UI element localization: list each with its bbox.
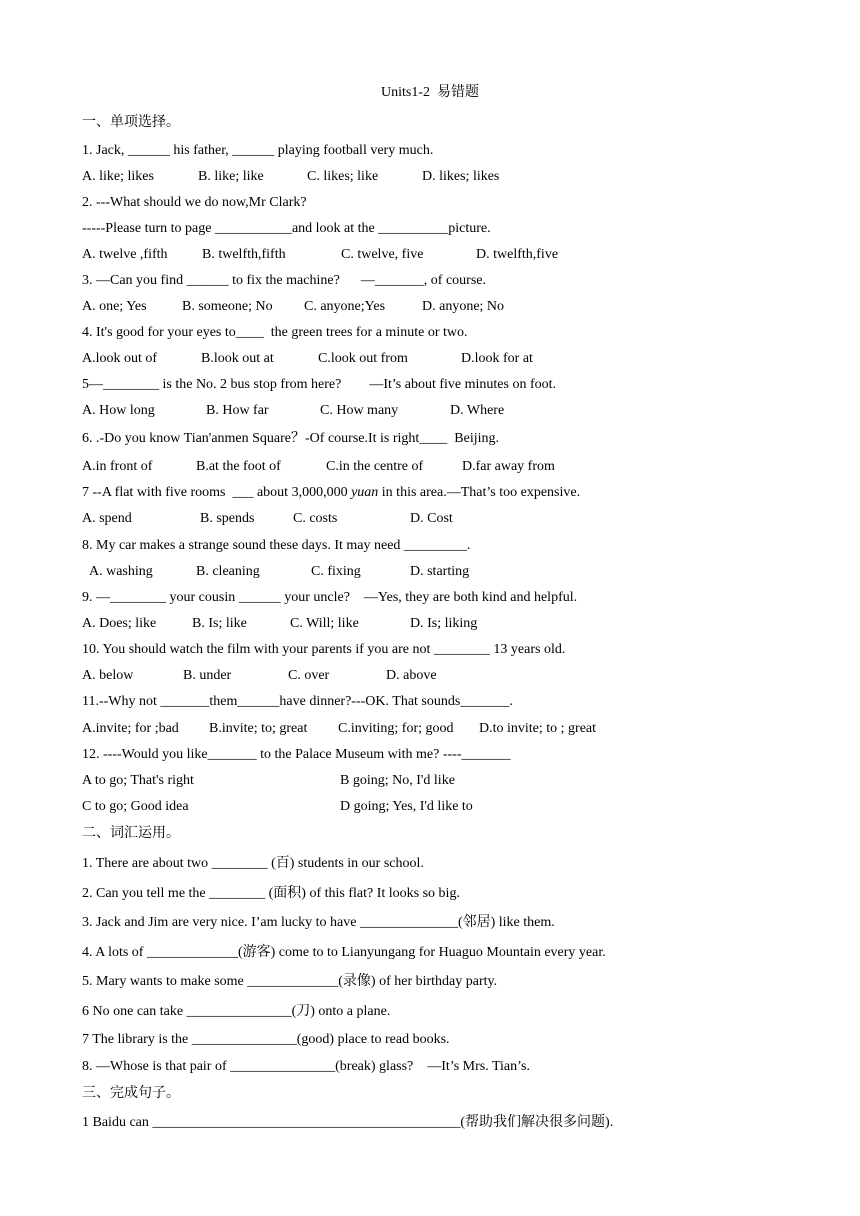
vocab-item: 8. —Whose is that pair of _______________(break) glass? —It’s Mrs. Tian’s.	[82, 1059, 530, 1074]
section-heading-1: 一、单项选择。	[82, 115, 180, 130]
option-d: D.to invite; to ; great	[479, 721, 597, 736]
question-stem: 8. My car makes a strange sound these days. It may need _________.	[82, 538, 471, 553]
vocab-item: 7 The library is the _______________(good) place to read books.	[82, 1032, 450, 1047]
option-d: D. twelfth,five	[476, 247, 559, 262]
option-d: D. Where	[450, 403, 505, 418]
question-stem: 6. .-Do you know Tian'anmen Square？-Of course.It is right____ Beijing.	[82, 431, 500, 446]
option-a: A. below	[82, 668, 134, 683]
option-d: D.look for at	[461, 351, 533, 366]
option-c: C to go; Good idea	[82, 799, 189, 814]
option-c: C.in the centre of	[326, 459, 424, 474]
vocab-item: 5. Mary wants to make some _____________(录像) of her birthday party.	[82, 974, 498, 989]
option-a: A. spend	[82, 511, 132, 526]
section-heading-3: 三、完成句子。	[82, 1086, 180, 1101]
option-b: B. under	[183, 668, 232, 683]
question-stem: 10. You should watch the film with your parents if you are not ________ 13 years old.	[82, 642, 566, 657]
option-b: B.at the foot of	[196, 459, 281, 474]
option-a: A. washing	[89, 564, 153, 579]
question-stem-continued: -----Please turn to page ___________and look at the __________picture.	[82, 221, 491, 236]
option-b: B going; No, I'd like	[340, 773, 455, 788]
question-stem	[82, 484, 580, 502]
option-a: A.look out of	[82, 351, 158, 366]
vocab-item: 4. A lots of _____________(游客) come to to Lianyungang for Huaguo Mountain every year.	[82, 945, 606, 960]
question-stem: 4. It's good for your eyes to____ the green trees for a minute or two.	[82, 325, 468, 340]
option-c: C. costs	[293, 511, 338, 526]
question-stem: 12. ----Would you like_______ to the Palace Museum with me? ----_______	[82, 747, 511, 762]
option-c: C. anyone;Yes	[304, 299, 386, 314]
option-a: A. one; Yes	[82, 299, 147, 314]
question-stem: 3. —Can you find ______ to fix the machine? —_______, of course.	[82, 273, 486, 288]
question-stem: 9. —________ your cousin ______ your uncle? —Yes, they are both kind and helpful.	[82, 590, 578, 605]
page-title: Units1-2 易错题	[381, 85, 479, 100]
question-stem: 1. Jack, ______ his father, ______ playing football very much.	[82, 143, 434, 158]
vocab-item: 1. There are about two ________ (百) students in our school.	[82, 856, 424, 871]
option-b: B. like; like	[198, 169, 264, 184]
option-b: B. twelfth,fifth	[202, 247, 286, 262]
option-a: A. How long	[82, 403, 155, 418]
option-b: B.look out at	[201, 351, 274, 366]
option-a: A to go; That's right	[82, 773, 194, 788]
stem-text: in this area.—That’s too expensive.	[378, 485, 581, 500]
option-d: D. starting	[410, 564, 470, 579]
option-b: B. someone; No	[182, 299, 273, 314]
option-b: B. How far	[206, 403, 269, 418]
option-c: C. likes; like	[307, 169, 379, 184]
question-stem: 11.--Why not _______them______have dinner?---OK. That sounds_______.	[82, 694, 513, 709]
option-d: D.far away from	[462, 459, 555, 474]
option-c: C.look out from	[318, 351, 408, 366]
vocab-item: 3. Jack and Jim are very nice. I’am lucky to have ______________(邻居) like them.	[82, 915, 555, 930]
question-stem: 5—________ is the No. 2 bus stop from here? —It’s about five minutes on foot.	[82, 377, 556, 392]
option-a: A.in front of	[82, 459, 153, 474]
question-stem: 2. ---What should we do now,Mr Clark?	[82, 195, 307, 210]
option-d: D. Is; liking	[410, 616, 478, 631]
option-b: B. spends	[200, 511, 255, 526]
option-a: A. like; likes	[82, 169, 154, 184]
option-b: B. cleaning	[196, 564, 260, 579]
option-d: D. Cost	[410, 511, 453, 526]
option-d: D. above	[386, 668, 437, 683]
section-heading-2: 二、词汇运用。	[82, 826, 180, 841]
option-c: C. fixing	[311, 564, 361, 579]
option-a: A. twelve ,fifth	[82, 247, 168, 262]
option-c: C. twelve, five	[341, 247, 424, 262]
option-d: D. likes; likes	[422, 169, 500, 184]
option-d: D going; Yes, I'd like to	[340, 799, 473, 814]
option-c: C. over	[288, 668, 330, 683]
vocab-item: 2. Can you tell me the ________ (面积) of this flat? It looks so big.	[82, 886, 460, 901]
option-c: C.inviting; for; good	[338, 721, 454, 736]
option-b: B. Is; like	[192, 616, 247, 631]
option-c: C. Will; like	[290, 616, 359, 631]
option-a: A.invite; for ;bad	[82, 721, 179, 736]
stem-text: 7 --A flat with five rooms ___ about 3,000,000	[82, 485, 352, 500]
option-c: C. How many	[320, 403, 399, 418]
option-d: D. anyone; No	[422, 299, 505, 314]
option-b: B.invite; to; great	[209, 721, 308, 736]
option-a: A. Does; like	[82, 616, 157, 631]
sentence-item: 1 Baidu can ____________________________________________(帮助我们解决很多问题).	[82, 1115, 614, 1130]
stem-italic-word: yuan	[351, 485, 379, 500]
vocab-item: 6 No one can take _______________(刀) onto a plane.	[82, 1004, 391, 1019]
